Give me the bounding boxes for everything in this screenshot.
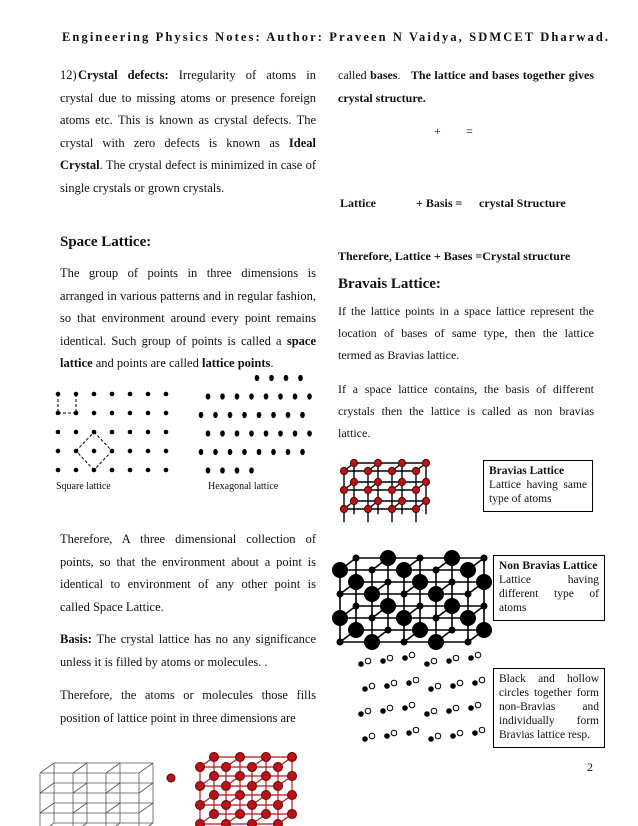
cube-edge xyxy=(73,763,87,773)
black-hollow-box xyxy=(493,668,605,748)
square-lattice-point xyxy=(128,392,133,397)
hollow-circle xyxy=(479,677,485,683)
small-atom xyxy=(337,639,344,646)
hex-lattice-point xyxy=(249,467,254,473)
square-lattice-figure xyxy=(52,388,177,484)
defects-body: Irregularity of atoms in crystal due to missing atoms or presence foreign atoms etc. This is known as crystal defects. The crystal with zero defects is known as xyxy=(60,68,316,150)
red-atom xyxy=(274,801,283,810)
black-circle xyxy=(406,680,412,686)
large-atom xyxy=(332,610,348,626)
black-circle xyxy=(380,708,386,714)
square-lattice-point xyxy=(164,430,169,435)
hollow-circle xyxy=(409,652,415,658)
hollow-circle xyxy=(413,677,419,683)
square-lattice-point xyxy=(110,468,115,473)
hex-lattice-point xyxy=(264,393,269,399)
small-atom xyxy=(449,579,456,586)
square-lattice-point xyxy=(74,468,79,473)
black-circle xyxy=(380,658,386,664)
bravais-heading: Bravais Lattice: xyxy=(338,276,441,292)
hex-lattice-point xyxy=(213,449,218,455)
hollow-circle xyxy=(479,727,485,733)
square-lattice-point xyxy=(56,468,61,473)
large-atom xyxy=(476,622,492,638)
red-crystal-structure-figure xyxy=(190,745,325,826)
red-atom xyxy=(248,763,257,772)
sl-end: . xyxy=(270,356,274,370)
red-atom xyxy=(262,772,271,781)
black-circle xyxy=(468,655,474,661)
large-atom xyxy=(428,634,444,650)
square-lattice-point xyxy=(146,449,151,454)
black-circle xyxy=(446,708,452,714)
hex-lattice-point xyxy=(300,449,305,455)
square-lattice-point xyxy=(164,468,169,473)
large-atom xyxy=(428,586,444,602)
black-circle xyxy=(424,711,430,717)
square-lattice-point xyxy=(56,430,61,435)
cube-edge xyxy=(106,763,120,773)
hollow-circle xyxy=(435,683,441,689)
lattice-points-term: lattice points xyxy=(201,356,271,370)
sl-mid: and points are called xyxy=(95,356,199,370)
red-atom xyxy=(210,753,219,762)
crystal-defects-paragraph xyxy=(60,64,316,199)
lattice-bases-bold: The lattice and bases together gives crystal structure. xyxy=(338,68,595,105)
bravais-atom xyxy=(398,478,405,485)
red-atom xyxy=(222,782,231,791)
hex-lattice-point xyxy=(249,393,254,399)
bravais-atom xyxy=(412,486,419,493)
simple-cubic-lattice-figure xyxy=(38,755,150,826)
item-number: 12) xyxy=(60,68,77,82)
cube-edge xyxy=(139,763,153,773)
small-atom xyxy=(369,567,376,574)
bravais-paragraph-2: If a space lattice contains, the basis of different crystals then the lattice is called as non bravias lattice. xyxy=(338,382,594,440)
red-atom xyxy=(236,791,245,800)
bravais-atom xyxy=(374,459,381,466)
hollow-circle xyxy=(365,708,371,714)
hex-lattice-point xyxy=(249,430,254,436)
basis-atom xyxy=(167,774,175,782)
square-lattice-point xyxy=(92,449,97,454)
hollow-circle xyxy=(369,683,375,689)
hex-lattice-point xyxy=(307,393,312,399)
black-circle xyxy=(424,661,430,667)
cube-edge xyxy=(106,783,120,793)
red-atom xyxy=(236,753,245,762)
basis-atom-figure xyxy=(165,772,177,784)
basis-paragraph xyxy=(60,628,316,673)
hex-lattice-point xyxy=(264,430,269,436)
hollow-circle xyxy=(391,730,397,736)
bravais-atom xyxy=(388,505,395,512)
large-atom xyxy=(396,562,412,578)
black-hollow-circles-figure xyxy=(355,650,505,745)
small-atom xyxy=(481,603,488,610)
small-atom xyxy=(401,639,408,646)
cube-edge xyxy=(73,803,87,813)
red-atom xyxy=(262,810,271,819)
hollow-circle xyxy=(391,680,397,686)
defects-title: Crystal defects: xyxy=(78,68,169,82)
bravais-atom xyxy=(350,478,357,485)
small-atom xyxy=(385,627,392,634)
hollow-circle xyxy=(369,733,375,739)
box2-title: Non Bravias Lattice xyxy=(499,560,598,572)
hollow-circle xyxy=(431,708,437,714)
black-circle xyxy=(406,730,412,736)
page-number: 2 xyxy=(587,760,593,774)
hollow-circle xyxy=(457,730,463,736)
hex-lattice-point xyxy=(300,412,305,418)
square-lattice-point xyxy=(56,449,61,454)
bravais-atom xyxy=(388,467,395,474)
small-atom xyxy=(417,555,424,562)
hollow-circle xyxy=(387,655,393,661)
hollow-circle xyxy=(435,733,441,739)
bases-term: bases xyxy=(370,68,398,82)
square-lattice-point xyxy=(128,449,133,454)
hex-lattice-point xyxy=(269,375,274,381)
bravais-atom xyxy=(350,459,357,466)
hex-lattice-point xyxy=(257,449,262,455)
large-atom xyxy=(412,622,428,638)
defects-tail: . The crystal defect is minimized in case of single crystals or grown crystals. xyxy=(60,158,316,195)
black-circle xyxy=(362,736,368,742)
square-lattice-point xyxy=(92,411,97,416)
hollow-circle xyxy=(475,652,481,658)
black-circle xyxy=(358,711,364,717)
large-atom xyxy=(380,550,396,566)
black-circle xyxy=(358,661,364,667)
hollow-circle xyxy=(457,680,463,686)
black-circle xyxy=(428,736,434,742)
large-atom xyxy=(364,634,380,650)
bravais-atom xyxy=(388,486,395,493)
space-lattice-heading: Space Lattice: xyxy=(60,234,152,250)
hollow-circle xyxy=(387,705,393,711)
red-atom xyxy=(288,753,297,762)
red-atom xyxy=(196,782,205,791)
large-atom xyxy=(348,574,364,590)
square-lattice-point xyxy=(164,449,169,454)
square-lattice-point xyxy=(110,411,115,416)
hex-lattice-point xyxy=(220,467,225,473)
red-atom xyxy=(222,763,231,772)
large-atom xyxy=(396,610,412,626)
square-lattice-point xyxy=(110,392,115,397)
bravais-atom xyxy=(398,497,405,504)
small-atom xyxy=(417,603,424,610)
square-lattice-point xyxy=(110,430,115,435)
hex-lattice-point xyxy=(235,430,240,436)
hex-lattice-point xyxy=(284,375,289,381)
hex-lattice-point xyxy=(199,412,204,418)
bravais-lattice-figure xyxy=(338,455,460,527)
bravais-atom xyxy=(364,486,371,493)
hexagonal-lattice-figure xyxy=(195,370,320,482)
bravais-atom xyxy=(340,505,347,512)
space-lattice-term: space lattice xyxy=(60,333,317,370)
hex-lattice-point xyxy=(255,375,260,381)
hex-lattice-point xyxy=(293,430,298,436)
cube-edge xyxy=(40,803,54,813)
small-atom xyxy=(433,615,440,622)
square-lattice-point xyxy=(164,392,169,397)
bravais-atom xyxy=(364,467,371,474)
hex-lattice-point xyxy=(278,430,283,436)
hex-lattice-point xyxy=(298,375,303,381)
bravais-paragraph-1: If the lattice points in a space lattice represent the location of bases of same type, then the lattice termed as Bravias lattice. xyxy=(338,304,594,362)
black-circle xyxy=(384,733,390,739)
large-atom xyxy=(380,598,396,614)
bravais-atom xyxy=(422,459,429,466)
red-atom xyxy=(248,801,257,810)
bravais-atom xyxy=(374,497,381,504)
black-circle xyxy=(472,680,478,686)
hex-lattice-point xyxy=(206,467,211,473)
black-circle xyxy=(446,658,452,664)
square-lattice-point xyxy=(146,468,151,473)
cube-edge xyxy=(139,803,153,813)
hex-lattice-point xyxy=(206,430,211,436)
small-atom xyxy=(481,555,488,562)
small-atom xyxy=(353,555,360,562)
therefore2-paragraph: Therefore, the atoms or molecules those fills position of lattice point in three dimensions are xyxy=(60,688,316,725)
black-circle xyxy=(450,733,456,739)
diamond-edge xyxy=(94,432,112,451)
cube-edge xyxy=(106,803,120,813)
hex-lattice-point xyxy=(242,449,247,455)
red-atom xyxy=(236,772,245,781)
non-bravais-lattice-figure xyxy=(330,540,490,640)
red-atom xyxy=(210,772,219,781)
black-circle xyxy=(362,686,368,692)
black-circle xyxy=(450,683,456,689)
hollow-circle xyxy=(475,702,481,708)
bravais-atom xyxy=(412,505,419,512)
square-lattice-point xyxy=(146,392,151,397)
hex-lattice-point xyxy=(228,449,233,455)
square-lattice-point xyxy=(128,468,133,473)
eq-structure: crystal Structure xyxy=(479,196,566,210)
hollow-circle xyxy=(409,702,415,708)
hex-lattice-point xyxy=(271,412,276,418)
box3-body: Black and hollow circles together form non-Bravias and individually form Bravias lattice resp. xyxy=(499,673,599,741)
red-atom xyxy=(274,763,283,772)
large-atom xyxy=(444,550,460,566)
ideal-crystal-term: Ideal Crystal xyxy=(60,135,317,172)
cube-edge xyxy=(139,783,153,793)
bravais-atom xyxy=(412,467,419,474)
bravais-atom xyxy=(374,478,381,485)
eq-basis: + Basis = xyxy=(416,196,463,210)
red-atom xyxy=(222,820,231,826)
small-atom xyxy=(401,591,408,598)
hex-lattice-point xyxy=(228,412,233,418)
hex-lattice-point xyxy=(257,412,262,418)
bravais-atom xyxy=(350,497,357,504)
basis-text: The crystal lattice has no any significance unless it is filled by atoms or molecules. . xyxy=(60,632,316,669)
large-atom xyxy=(460,610,476,626)
hex-lattice-point xyxy=(213,412,218,418)
hex-lattice-point xyxy=(235,467,240,473)
hex-lattice-point xyxy=(271,449,276,455)
square-lattice-point xyxy=(146,411,151,416)
hex-lattice-point xyxy=(286,449,291,455)
cube-edge xyxy=(73,783,87,793)
square-lattice-point xyxy=(146,430,151,435)
red-atom xyxy=(248,782,257,791)
red-atom xyxy=(262,753,271,762)
box2-body: Lattice having different type of atoms xyxy=(499,574,599,614)
hollow-circle xyxy=(453,705,459,711)
hollow-circle xyxy=(413,727,419,733)
red-atom xyxy=(288,772,297,781)
black-circle xyxy=(428,686,434,692)
hex-lattice-point xyxy=(307,430,312,436)
red-atom xyxy=(274,820,283,826)
bravais-atom xyxy=(340,467,347,474)
black-circle xyxy=(384,683,390,689)
hex-lattice-point xyxy=(235,393,240,399)
hex-lattice-point xyxy=(220,430,225,436)
large-atom xyxy=(412,574,428,590)
small-atom xyxy=(385,579,392,586)
large-atom xyxy=(476,574,492,590)
square-lattice-point xyxy=(92,392,97,397)
bravais-atom xyxy=(340,486,347,493)
black-circle xyxy=(468,705,474,711)
black-circle xyxy=(402,705,408,711)
cube-edge xyxy=(40,763,54,773)
small-atom xyxy=(353,603,360,610)
hex-lattice-point xyxy=(242,412,247,418)
large-atom xyxy=(444,598,460,614)
red-atom xyxy=(248,820,257,826)
bravais-atom xyxy=(422,497,429,504)
red-atom xyxy=(222,801,231,810)
plus-sign: + xyxy=(434,124,441,138)
red-atom xyxy=(262,791,271,800)
eq-lattice: Lattice xyxy=(340,196,376,210)
small-atom xyxy=(465,639,472,646)
hexagonal-lattice-caption: Hexagonal lattice xyxy=(208,481,279,492)
page-header: Engineering Physics Notes: Author: Praveen N Vaidya, SDMCET Dharwad. xyxy=(62,30,611,44)
black-circle xyxy=(402,655,408,661)
hollow-circle xyxy=(365,658,371,664)
large-atom xyxy=(348,622,364,638)
red-atom xyxy=(288,810,297,819)
hex-lattice-point xyxy=(220,393,225,399)
large-atom xyxy=(364,586,380,602)
red-atom xyxy=(196,801,205,810)
sl-text: The group of points in three dimensions is arranged in various patterns and in regular fashion, so that environment around every point remains identical. Such group of points is called a xyxy=(60,266,316,348)
diamond-edge xyxy=(76,432,94,451)
hex-lattice-point xyxy=(206,393,211,399)
hex-lattice-point xyxy=(199,449,204,455)
box1-title: Bravias Lattice xyxy=(489,465,565,477)
bravais-lattice-box xyxy=(483,460,593,512)
black-circle xyxy=(472,730,478,736)
small-atom xyxy=(449,627,456,634)
square-lattice-point xyxy=(128,430,133,435)
red-atom xyxy=(210,810,219,819)
bravais-atom xyxy=(364,505,371,512)
hex-lattice-point xyxy=(293,393,298,399)
equals-sign: = xyxy=(466,124,473,138)
red-atom xyxy=(196,763,205,772)
bravais-atom xyxy=(398,459,405,466)
called-text: called xyxy=(338,68,367,82)
red-atom xyxy=(196,820,205,826)
large-atom xyxy=(332,562,348,578)
diamond-edge xyxy=(76,451,94,470)
hollow-circle xyxy=(431,658,437,664)
small-atom xyxy=(337,591,344,598)
hex-lattice-point xyxy=(278,393,283,399)
cube-edge xyxy=(40,783,54,793)
basis-label: Basis: xyxy=(60,632,92,646)
square-lattice-point xyxy=(74,430,79,435)
square-lattice-point xyxy=(164,411,169,416)
diamond-edge xyxy=(94,451,112,470)
hollow-circle xyxy=(453,655,459,661)
hex-lattice-point xyxy=(286,412,291,418)
red-atom xyxy=(210,791,219,800)
small-atom xyxy=(465,591,472,598)
therefore-equation: Therefore, Lattice + Bases =Crystal structure xyxy=(338,249,571,263)
small-atom xyxy=(433,567,440,574)
large-atom xyxy=(460,562,476,578)
space-lattice-paragraph xyxy=(60,262,316,375)
square-lattice-caption: Square lattice xyxy=(56,481,111,492)
square-lattice-point xyxy=(128,411,133,416)
small-atom xyxy=(369,615,376,622)
red-atom xyxy=(236,810,245,819)
red-atom xyxy=(274,782,283,791)
bases-paragraph: called bases. The lattice and bases together gives crystal structure. xyxy=(338,68,595,105)
non-bravais-lattice-box xyxy=(493,555,605,621)
therefore-paragraph: Therefore, A three dimensional collection of points, so that the environment about a point is identical to environment of any other point is called Space Lattice. xyxy=(60,532,316,614)
box1-body: Lattice having same type of atoms xyxy=(489,479,587,505)
bravais-atom xyxy=(422,478,429,485)
red-atom xyxy=(288,791,297,800)
